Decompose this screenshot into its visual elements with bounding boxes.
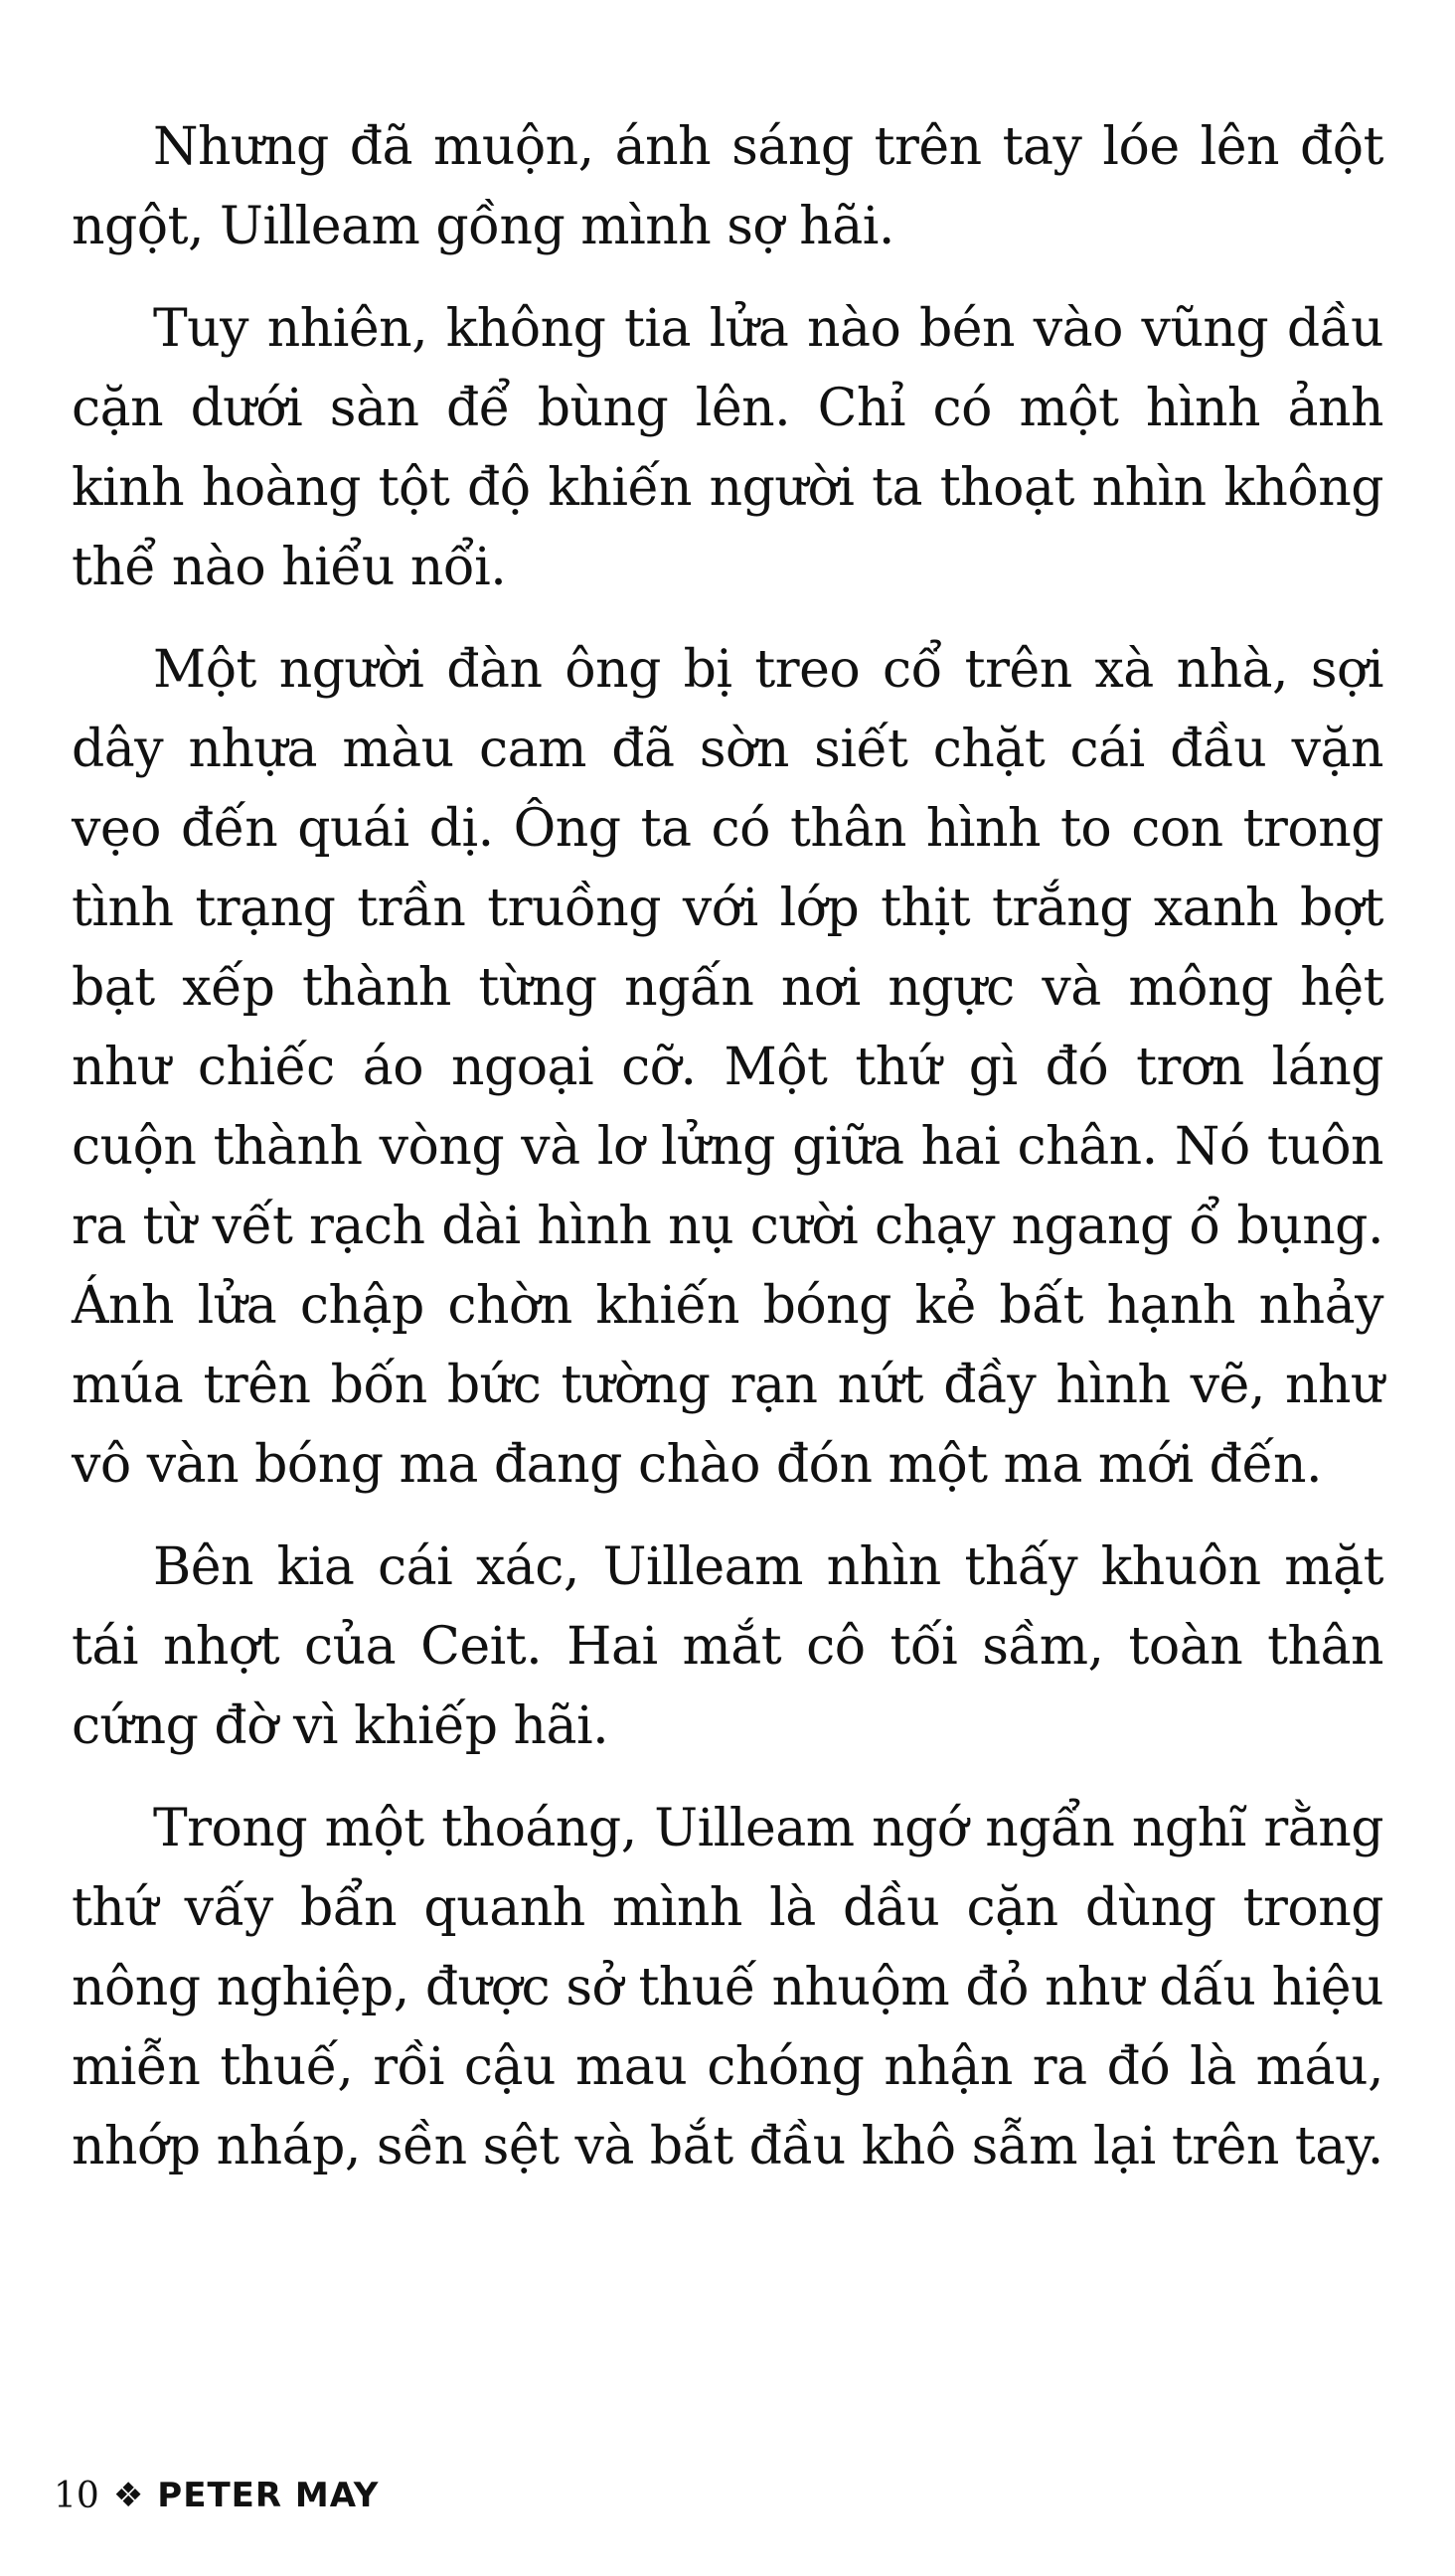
body-text bbox=[72, 107, 1383, 2209]
paragraph-1: Nhưng đã muộn, ánh sáng trên tay lóe lên đột ngột, Uilleam gồng mình sợ hãi. bbox=[72, 117, 1383, 256]
paragraph-2: Tuy nhiên, không tia lửa nào bén vào vũng dầu cặn dưới sàn để bùng lên. Chỉ có một hình ảnh kinh hoàng tột độ khiến người ta thoạt nhìn không thể nào hiểu nổi. bbox=[72, 299, 1383, 597]
page-number: 10 bbox=[54, 2475, 99, 2516]
author-running-head: PETER MAY bbox=[157, 2476, 380, 2515]
diamond-ornament-icon: ❖ bbox=[112, 2476, 144, 2515]
paragraph-5: Trong một thoáng, Uilleam ngớ ngẩn nghĩ rằng thứ vấy bẩn quanh mình là dầu cặn dùng trong nông nghiệp, được sở thuế nhuộm đỏ như dấu hiệu miễn thuế, rồi cậu mau chóng nhận ra đó là máu, nhớp nháp, sền sệt và bắt đầu khô sẫm lại trên tay. bbox=[72, 1799, 1383, 2176]
page-footer bbox=[54, 2472, 379, 2519]
paragraph-4: Bên kia cái xác, Uilleam nhìn thấy khuôn mặt tái nhợt của Ceit. Hai mắt cô tối sầm, toàn thân cứng đờ vì khiếp hãi. bbox=[72, 1537, 1383, 1756]
paragraph-3: Một người đàn ông bị treo cổ trên xà nhà, sợi dây nhựa màu cam đã sờn siết chặt cái đầu vặn vẹo đến quái dị. Ông ta có thân hình to con trong tình trạng trần truồng với lớp thịt trắng xanh bợt bạt xếp thành từng ngấn nơi ngực và mông hệt như chiếc áo ngoại cỡ. Một thứ gì đó trơn láng cuộn thành vòng và lơ lửng giữa hai chân. Nó tuôn ra từ vết rạch dài hình nụ cười chạy ngang ổ bụng. Ánh lửa chập chờn khiến bóng kẻ bất hạnh nhảy múa trên bốn bức tường rạn nứt đầy hình vẽ, như vô vàn bóng ma đang chào đón một ma mới đến. bbox=[72, 640, 1383, 1495]
